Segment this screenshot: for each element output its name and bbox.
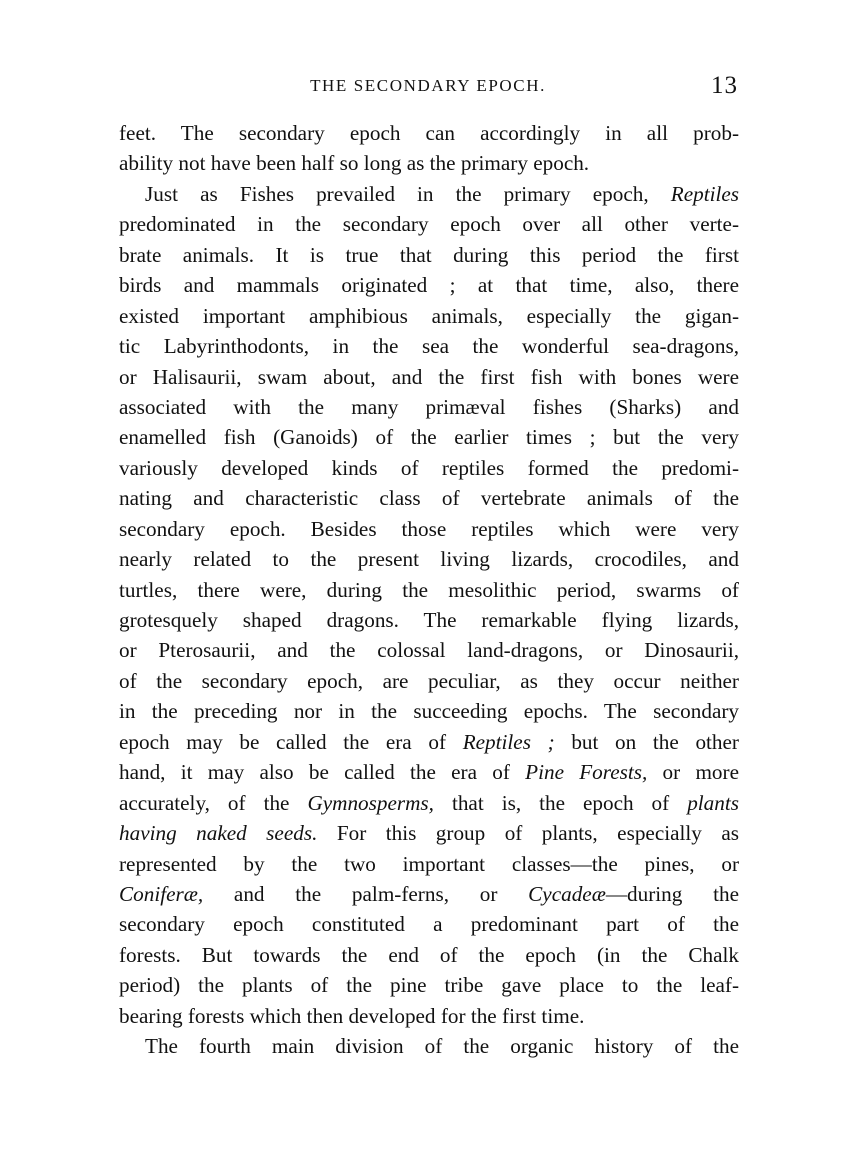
- text-line-9: or Halisaurii, swam about, and the first fish with bones were: [119, 364, 739, 389]
- text-line-4: predominated in the secondary epoch over all other verte-: [119, 212, 739, 237]
- text-line-7: existed important amphibious animals, especially the gigan-: [119, 303, 739, 328]
- text-line-21: epoch may be called the era of Reptiles ; but on the other: [119, 729, 739, 754]
- text-line-5: brate animals. It is true that during this period the first: [119, 242, 739, 267]
- text-line-3: Just as Fishes prevailed in the primary epoch, Reptiles: [145, 181, 739, 206]
- text-line-10: associated with the many primæval fishes (Sharks) and: [119, 394, 739, 419]
- text-line-16: turtles, there were, during the mesolithic period, swarms of: [119, 577, 739, 602]
- text-line-11: enamelled fish (Ganoids) of the earlier times ; but the very: [119, 425, 739, 450]
- text-line-25: represented by the two important classes—the pines, or: [119, 851, 739, 876]
- text-line-13: nating and characteristic class of vertebrate animals of the: [119, 486, 739, 511]
- text-line-23: accurately, of the Gymnosperms, that is, the epoch of plants: [119, 790, 739, 815]
- text-line-24: having naked seeds. For this group of plants, especially as: [119, 821, 739, 846]
- text-line-27: secondary epoch constituted a predominant part of the: [119, 912, 739, 937]
- body-text: [119, 118, 739, 1062]
- text-line-28: forests. But towards the end of the epoch (in the Chalk: [119, 942, 739, 967]
- text-line-14: secondary epoch. Besides those reptiles which were very: [119, 516, 739, 541]
- text-line-29: period) the plants of the pine tribe gave place to the leaf-: [119, 973, 739, 998]
- text-line-20: in the preceding nor in the succeeding epochs. The secondary: [119, 699, 739, 724]
- text-line-15: nearly related to the present living lizards, crocodiles, and: [119, 547, 739, 572]
- page-number: 13: [711, 72, 738, 99]
- text-line-26: Coniferæ, and the palm-ferns, or Cycadeæ—during the: [119, 881, 739, 906]
- running-head: THE SECONDARY EPOCH.: [310, 76, 546, 95]
- page-header: [118, 72, 738, 104]
- text-line-30: bearing forests which then developed for the first time.: [119, 1003, 585, 1028]
- text-line-17: grotesquely shaped dragons. The remarkable flying lizards,: [119, 608, 739, 632]
- text-line-22: hand, it may also be called the era of Pine Forests, or more: [119, 760, 739, 785]
- text-line-2: ability not have been half so long as the primary epoch.: [119, 151, 590, 176]
- text-line-12: variously developed kinds of reptiles formed the predomi-: [119, 455, 739, 480]
- text-line-1: feet. The secondary epoch can accordingly in all prob-: [119, 121, 739, 145]
- text-line-19: of the secondary epoch, are peculiar, as they occur neither: [119, 668, 739, 693]
- text-line-8: tic Labyrinthodonts, in the sea the wonderful sea-dragons,: [119, 334, 739, 359]
- text-line-31: The fourth main division of the organic history of the: [145, 1034, 739, 1059]
- text-line-6: birds and mammals originated ; at that time, also, there: [119, 273, 739, 298]
- text-line-18: or Pterosaurii, and the colossal land-dragons, or Dinosaurii,: [119, 638, 739, 663]
